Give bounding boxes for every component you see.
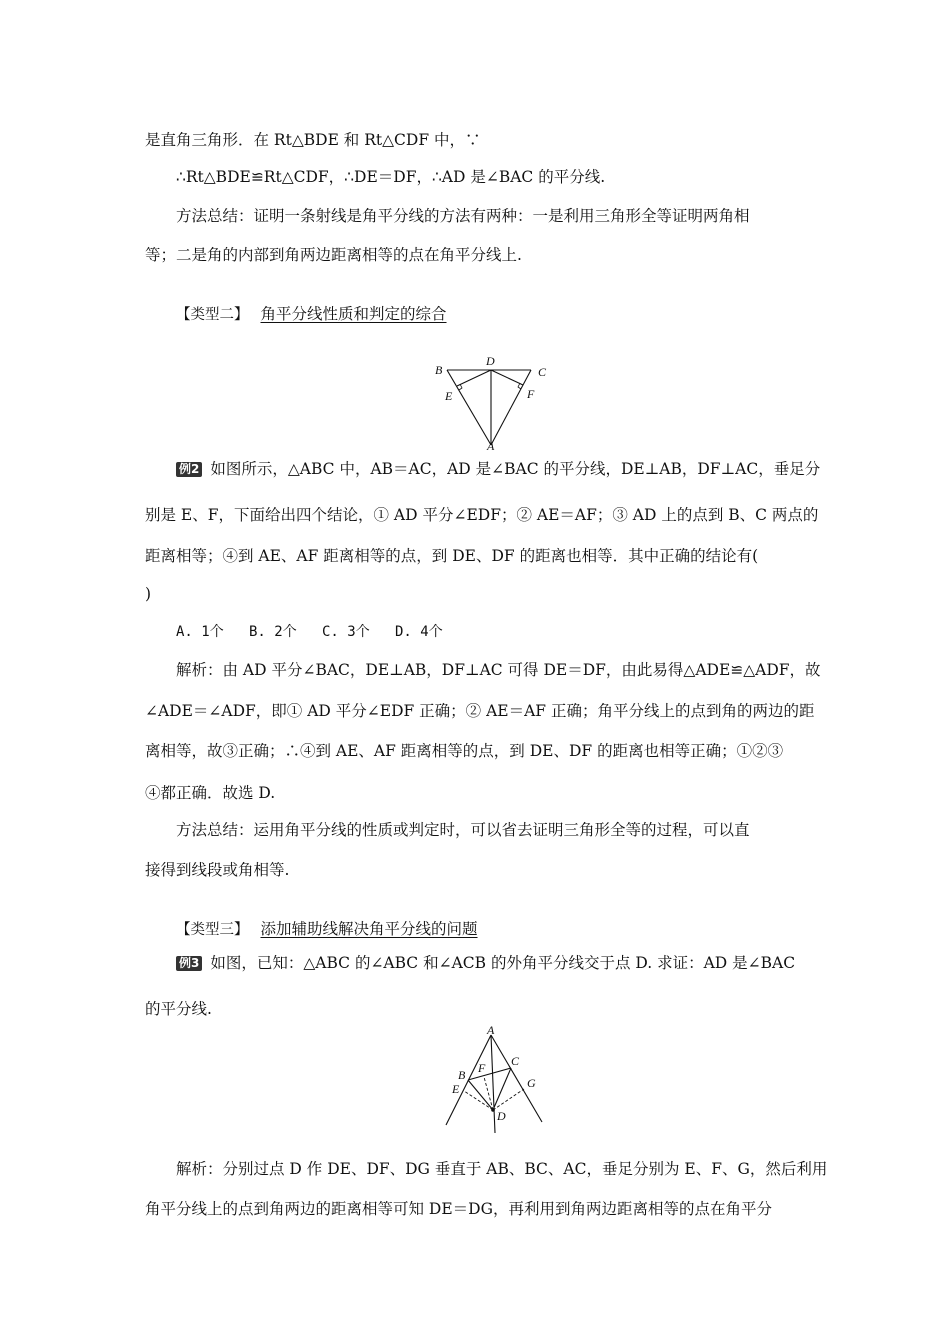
figure-label: F [527,387,535,401]
figure-label: D [497,1109,506,1123]
answer-options: A. 1个 B. 2个 C. 3个 D. 4个 [176,624,443,640]
example-line [176,457,820,479]
example-line [176,951,795,973]
section-heading-type2 [176,302,447,324]
summary-line: 接得到线段或角相等. [145,861,290,879]
summary-line: 方法总结：证明一条射线是角平分线的方法有两种：一是利用三角形全等证明两角相 [176,207,750,225]
text-line: ∴Rt△BDE≌Rt△CDF，∴DE＝DF，∴AD 是∠BAC 的平分线. [176,168,606,186]
analysis-line: 解析：由 AD 平分∠BAC，DE⊥AB，DF⊥AC 可得 DE＝DF，由此易得△ADE≌△ADF，故 [176,661,821,679]
analysis-line: 解析：分别过点 D 作 DE、DF、DG 垂直于 AB、BC、AC，垂足分别为 E、F、G，然后利用 [176,1160,828,1178]
summary-line: 等；二是角的内部到角两边距离相等的点在角平分线上. [145,246,522,264]
analysis-line: 离相等，故③正确；∴④到 AE、AF 距离相等的点，到 DE、DF 的距离也相等正确；①②③ [145,742,784,760]
figure-label: E [452,1082,460,1096]
example-line: 别是 E、F，下面给出四个结论，① AD 平分∠EDF；② AE＝AF；③ AD 上的点到 B、C 两点的 [145,506,819,524]
text-line: 是直角三角形．在 Rt△BDE 和 Rt△CDF 中，∵ [145,131,481,149]
example-text: 如图，已知：△ABC 的∠ABC 和∠ACB 的外角平分线交于点 D. 求证：AD 是∠BAC [210,954,796,972]
figure-label: C [538,365,547,379]
figure-label: D [486,354,495,368]
summary-line: 方法总结：运用角平分线的性质或判定时，可以省去证明三角形全等的过程，可以直 [176,821,750,839]
triangle-figure-1 [425,350,565,450]
analysis-line: ④都正确．故选 D. [145,784,276,802]
figure-label: B [458,1068,466,1082]
figure-label: A [487,1025,495,1037]
type-title: 添加辅助线解决角平分线的问题 [260,920,478,938]
type-bracket: 【类型三】 [176,922,249,938]
example-badge: 例2 [176,462,202,477]
example-line: 的平分线. [145,1000,212,1018]
example-line: 距离相等；④到 AE、AF 距离相等的点，到 DE、DF 的距离也相等．其中正确的结论有( [145,547,759,565]
example-badge: 例3 [176,956,202,971]
example-line: ) [145,585,152,603]
example-text: 如图所示，△ABC 中，AB＝AC，AD 是∠BAC 的平分线，DE⊥AB，DF⊥AC，垂足分 [210,460,821,478]
figure-label: G [527,1076,536,1090]
figure-label: F [478,1061,486,1075]
figure-label: A [487,439,495,450]
type-title: 角平分线性质和判定的综合 [260,305,447,323]
analysis-line: ∠ADE＝∠ADF，即① AD 平分∠EDF 正确；② AE＝AF 正确；角平分线上的点到角的两边的距 [145,702,815,720]
figure-label: C [511,1054,520,1068]
figure-label: B [435,363,443,377]
section-heading-type3 [176,917,478,939]
triangle-figure-2 [440,1025,550,1135]
type-bracket: 【类型二】 [176,307,249,323]
analysis-line: 角平分线上的点到角两边的距离相等可知 DE＝DG，再利用到角两边距离相等的点在角平分 [145,1200,772,1218]
figure-label: E [445,389,453,403]
